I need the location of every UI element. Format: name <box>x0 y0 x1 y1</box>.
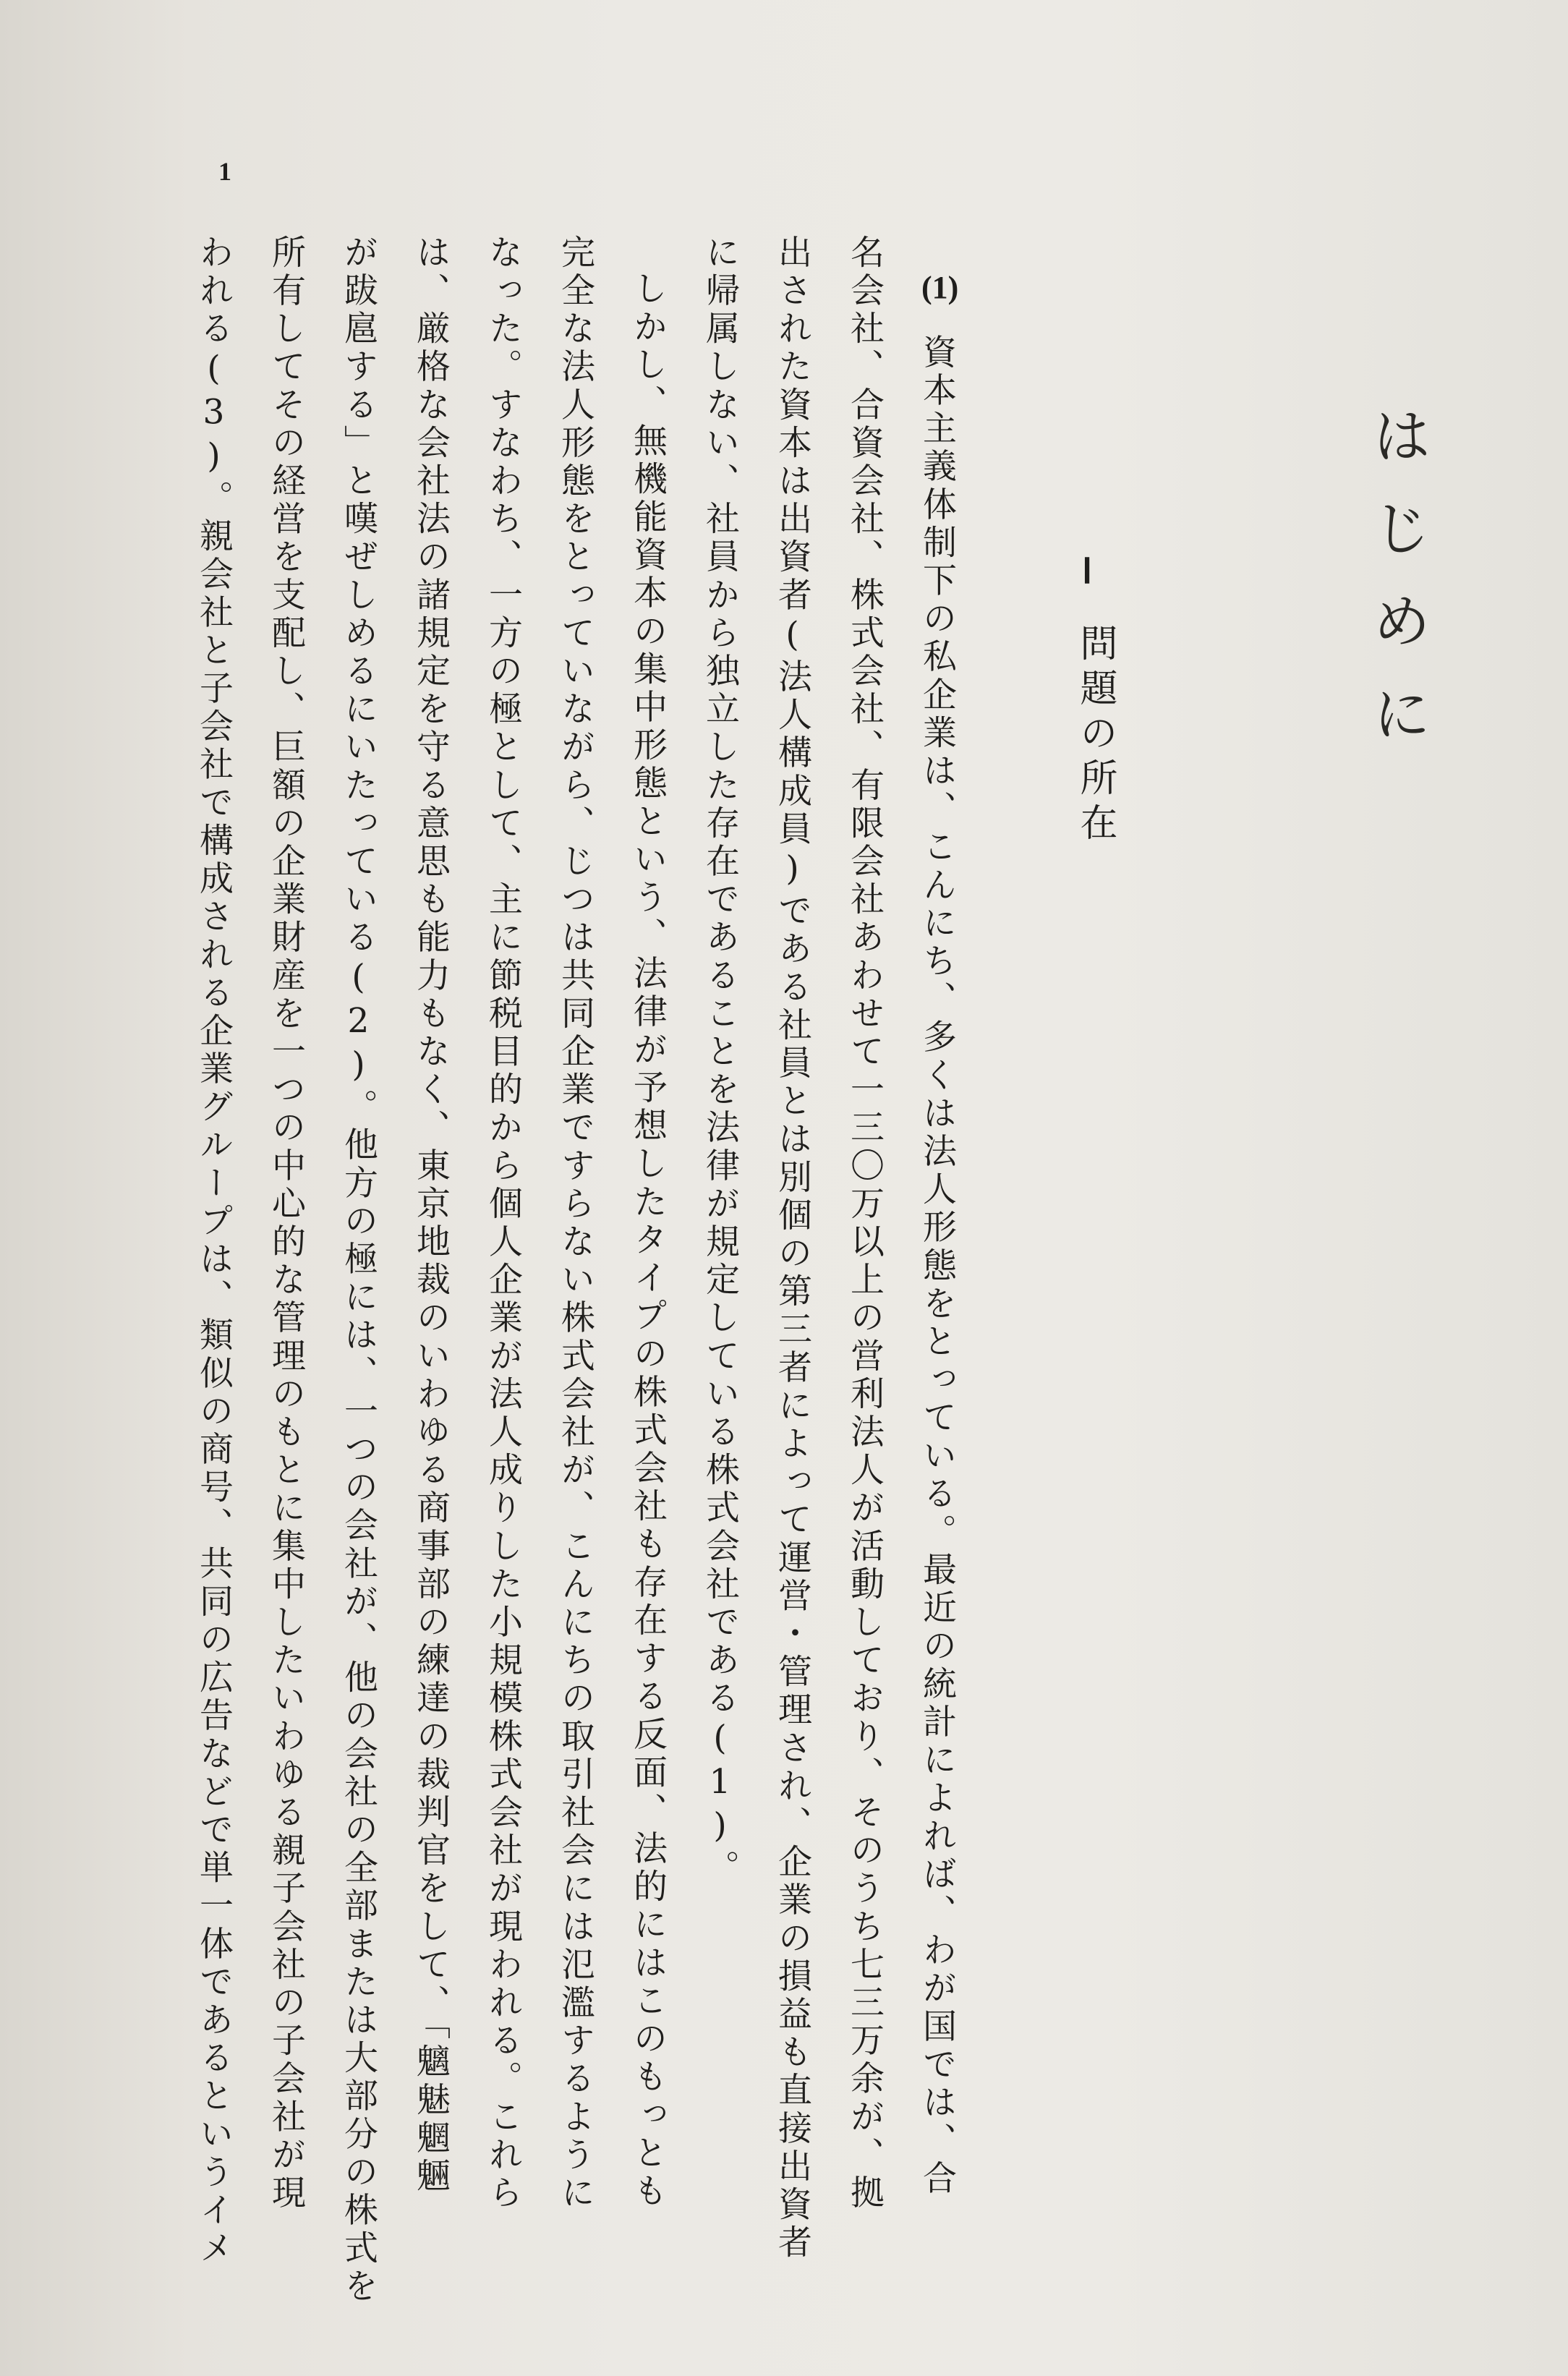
page-number: 1 <box>218 157 231 186</box>
text-line: 出された資本は出資者(法人構成員)である社員とは別個の第三者によって運営・管理され、企業の損益も直接出資者 <box>772 234 812 2262</box>
text-line: が跋扈する」と嘆ぜしめるにいたっている(2)。他方の極には、一つの会社が、他の会社の全部または大部分の株式を <box>338 234 378 2307</box>
section-numeral: Ⅰ <box>1082 553 1093 591</box>
chapter-title: はじめに <box>1363 405 1431 775</box>
section-title: 問題の所在 <box>1073 623 1117 848</box>
text-line: なった。すなわち、一方の極として、主に節税目的から個人企業が法人成りした小規模株式会社が現われる。これら <box>483 234 523 2213</box>
text-line: 完全な法人形態をとっていながら、じつは共同企業ですらない株式会社が、こんにちの取引社会には氾濫するように <box>555 234 595 2213</box>
text-line: 所有してその経営を支配し、巨額の企業財産を一つの中心的な管理のもとに集中したいわゆる親子会社の子会社が現 <box>266 234 306 2213</box>
text-line: しかし、無機能資本の集中形態という、法律が予想したタイプの株式会社も存在する反面、法的にはこのもっとも <box>628 271 668 2211</box>
paragraph-marker: (1) <box>921 270 959 305</box>
text-line: われる(3)。親会社と子会社で構成される企業グループは、類似の商号、共同の広告などで単一体であるというイメ <box>194 234 234 2268</box>
text-line: は、厳格な会社法の諸規定を守る意思も能力もなく、東京地裁のいわゆる商事部の練達の裁判官をして、「魑魅魍魎 <box>411 234 451 2196</box>
text-line: に帰属しない、社員から独立した存在であることを法律が規定している株式会社である(1)。 <box>700 234 740 1888</box>
text-line: 名会社、合資会社、株式会社、有限会社あわせて一三〇万以上の営利法人が活動しており、そのうち七三万余が、拠 <box>845 234 885 2213</box>
text-line: 資本主義体制下の私企業は、こんにち、多くは法人形態をとっている。最近の統計によれば、わが国では、合 <box>917 334 957 2199</box>
